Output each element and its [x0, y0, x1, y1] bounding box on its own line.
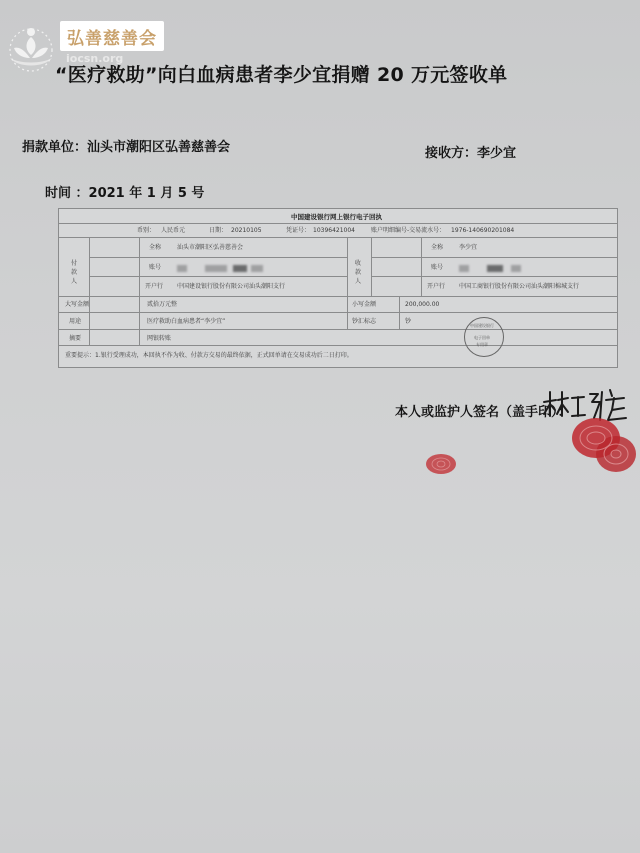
voucher-value: 10396421004: [313, 227, 355, 234]
lower-amount-label: 小写金额: [352, 301, 377, 308]
summary-label: 摘要: [69, 335, 82, 342]
payee-bank-label: 开户行: [427, 283, 446, 290]
payee-account-label: 账号: [431, 264, 444, 271]
signature-label: 本人或监护人签名（盖手印）：: [395, 405, 571, 420]
payer-account-redacted: [251, 265, 263, 272]
txn-label: 账户明细编号-交易流水号：: [371, 227, 446, 234]
usage-label: 用途: [69, 318, 82, 325]
payee-side-label: 收款人: [355, 260, 362, 285]
receipt-notice: 重要提示：1.银行受理成功，本回执不作为收、付款方交易的最终依据，正式回单请在交易成功后二日打印。: [65, 352, 353, 359]
stamp-subtext: 电子回单: [474, 335, 490, 340]
currency-label: 币别：: [137, 227, 156, 234]
receiver-line: 接收方：李少宜: [425, 146, 517, 161]
revoke-label: 钞汇标志: [352, 318, 377, 325]
small-thumbprint-mark: [424, 452, 458, 476]
donor-line: 捐款单位：汕头市潮阳区弘善慈善会: [22, 140, 231, 155]
revoke-value: 钞: [405, 318, 412, 325]
txn-value: 1976-140690201084: [451, 227, 515, 234]
payee-account-redacted: [459, 265, 469, 272]
bank-stamp: [464, 317, 504, 357]
upper-amount: 贰拾万元整: [147, 301, 178, 308]
date-label: 日期：: [209, 227, 228, 234]
payer-account-label: 账号: [149, 264, 162, 271]
currency-value: 人民币元: [161, 227, 186, 234]
lower-amount: 200,000.00: [405, 301, 440, 308]
payer-account-redacted: [205, 265, 227, 272]
date-line: 时间 ：2021 年 1 月 5 号: [45, 186, 205, 201]
payer-fullname-label: 全称: [149, 244, 162, 251]
upper-amount-label: 大写金额: [65, 301, 90, 308]
payer-bank-label: 开户行: [145, 283, 164, 290]
lotus-logo-icon: [6, 20, 56, 74]
payee-account-redacted: [511, 265, 521, 272]
payer-account-redacted: [233, 265, 247, 272]
usage-value: 医疗救助白血病患者“李少宜”: [147, 318, 226, 325]
voucher-label: 凭证号：: [286, 227, 311, 234]
payer-bank: 中国建设银行股份有限公司汕头潮阳支行: [177, 283, 286, 290]
stamp-subtext-2: 专用章: [476, 342, 488, 347]
payee-fullname: 李少宜: [459, 244, 478, 251]
logo-url: iocsn.org: [66, 52, 124, 65]
receipt-title: 中国建设银行网上银行电子回执: [291, 213, 382, 221]
bank-receipt: [58, 208, 618, 368]
logo-name: 弘善慈善会: [67, 29, 157, 49]
summary-value: 网银转账: [147, 335, 172, 342]
payer-side-label: 付款人: [71, 260, 78, 285]
payee-fullname-label: 全称: [431, 244, 444, 251]
thumbprint-mark: [566, 408, 638, 478]
payer-fullname: 汕头市潮阳区弘善慈善会: [177, 244, 244, 251]
date-value: 20210105: [231, 227, 262, 234]
payee-account-redacted: [487, 265, 503, 272]
payee-bank: 中国工商银行股份有限公司汕头潮阳棉城支行: [459, 283, 580, 290]
document-title: “医疗救助”向白血病患者李少宜捐赠 20 万元签收单: [55, 64, 508, 86]
stamp-text: 中国建设银行: [470, 323, 494, 328]
payer-account-redacted: [177, 265, 187, 272]
